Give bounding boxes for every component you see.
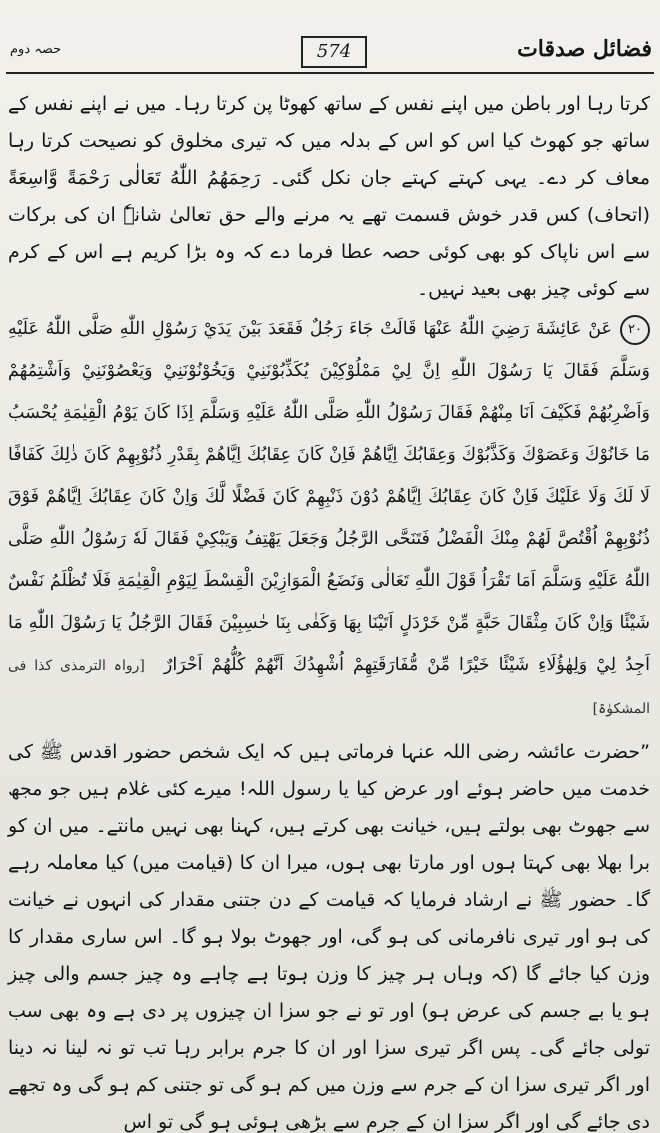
translation-paragraph: ”حضرت عائشہ رضی اللہ عنہا فرماتی ہیں کہ ایک شخص حضور اقدس ﷺ کی خدمت میں حاضر ہوئے اور عرض کیا یا رسول اللہ! میرے کئی غلام ہیں جو مجھ سے جھوٹ بھی بولتے ہیں، خیانت بھی کرتے ہیں، کہنا بھی نہیں مانتے۔ میں ان کو برا بھلا بھی کہتا ہوں اور مارتا بھی ہوں، میرا ان کا (قیامت میں) کیا معاملہ رہے گا۔ حضور ﷺ نے ارشاد فرمایا کہ قیامت کے دن جتنی مقدار کی انہوں نے خیانت کی ہو اور تیری نافرمانی کی ہو گی، اور جھوٹ بولا ہو گا۔ اس ساری مقدار کا وزن کیا جائے گا (کہ وہاں ہر چیز کا وزن ہوتا ہے چاہے وہ چیز جسم والی چیز ہو یا بے جسم کی عرض ہو) اور تو نے جو سزا ان چیزوں پر دی ہے وہ بھی سب تولی جائے گی۔ پس اگر تیری سزا اور ان کا جرم برابر رہا تب تو نہ لینا نہ دینا اور اگر تیری سزا ان کے جرم سے وزن میں کم ہو گی تو جتنی کم ہو گی وہ تجھے دی جائے گی اور اگر سزا ان کے جرم سے بڑھی ہوئی ہو گی تو اس [8,741,650,1133]
hadith-arabic-paragraph [8,308,650,730]
page-number: 574 [301,36,367,68]
page-header [6,30,654,74]
hadith-reference: [رواہ الترمذی کذا فی المشکوٰۃ] [8,658,650,717]
section-label: حصہ دوم [10,42,62,57]
page-body [8,86,650,1133]
book-title: فضائل صدقات [517,36,652,62]
intro-paragraph: کرتا رہا اور باطن میں اپنے نفس کے ساتھ کھوٹا پن کرتا رہا۔ میں نے اپنے نفس کے ساتھ جو کھوٹ کیا اس کو اس کے بدلہ میں کہ تیری مخلوق کو نصیحت کرتا رہا معاف کر دے۔ یہی کہتے کہتے جان نکل گئی۔ رَحِمَهُمُ اللّٰهُ تَعَالٰی رَحْمَةً وَّاسِعَةً (اتحاف) کس قدر خوش قسمت تھے یہ مرنے والے حق تعالیٰ شانہٗ ان کی برکات سے اس ناپاک کو بھی کوئی حصہ عطا فرما دے کہ وہ بڑا کریم ہے اس کے کرم سے کوئی چیز بھی بعید نہیں۔ [8,93,650,300]
hadith-arabic-text: عَنْ عَائِشَةَ رَضِيَ اللّٰهُ عَنْهَا قَالَتْ جَاءَ رَجُلٌ فَقَعَدَ بَيْنَ يَدَيْ رَسُوْلِ اللّٰهِ صَلَّى اللّٰهُ عَلَيْهِ وَسَلَّمَ فَقَالَ يَا رَسُوْلَ اللّٰهِ اِنَّ لِيْ مَمْلُوْكِيْنَ يُكَذِّبُوْنَنِيْ وَيَخُوْنُوْنَنِيْ وَيَعْصُوْنَنِيْ وَاَشْتِمُهُمْ وَاَضْرِبُهُمْ فَكَيْفَ اَنَا مِنْهُمْ فَقَالَ رَسُوْلُ اللّٰهِ صَلَّى اللّٰهُ عَلَيْهِ وَسَلَّمَ اِذَا كَانَ يَوْمُ الْقِيٰمَةِ يُحْسَبُ مَا خَانُوْكَ وَعَصَوْكَ وَكَذَّبُوْكَ وَعِقَابُكَ اِيَّاهُمْ فَاِنْ كَانَ عِقَابُكَ اِيَّاهُمْ بِقَدْرِ ذُنُوْبِهِمْ كَانَ ذٰلِكَ كَفَافًا لَا لَكَ وَلَا عَلَيْكَ فَاِنْ كَانَ عِقَابُكَ اِيَّاهُمْ دُوْنَ ذَنْبِهِمْ كَانَ فَضْلًا لَّكَ وَاِنْ كَانَ عِقَابُكَ اِيَّاهُمْ فَوْقَ ذُنُوْبِهِمْ اُقْتُصَّ لَهُمْ مِنْكَ الْفَضْلُ فَتَنَحَّى الرَّجُلُ وَجَعَلَ يَهْتِفُ وَيَبْكِيْ فَقَالَ لَهٗ رَسُوْلُ اللّٰهِ صَلَّى اللّٰهُ عَلَيْهِ وَسَلَّمَ اَمَا تَقْرَاُ قَوْلَ اللّٰهِ تَعَالٰى وَنَضَعُ الْمَوَازِيْنَ الْقِسْطَ لِيَوْمِ الْقِيٰمَةِ فَلَا تُظْلَمُ نَفْسٌ شَيْئًا وَاِنْ كَانَ مِثْقَالَ حَبَّةٍ مِّنْ خَرْدَلٍ اَتَيْنَا بِهَا وَكَفٰى بِنَا حٰسِبِيْنَ فَقَالَ الرَّجُلُ يَا رَسُوْلَ اللّٰهِ مَا اَجِدُ لِيْ وَلِهٰؤُلَاءِ شَيْئًا خَيْرًا مِّنْ مُّفَارَقَتِهِمْ اُشْهِدُكَ اَنَّهُمْ كُلُّهُمْ اَحْرَارٌ [8,319,650,675]
hadith-number: ۲۰ [620,315,650,345]
